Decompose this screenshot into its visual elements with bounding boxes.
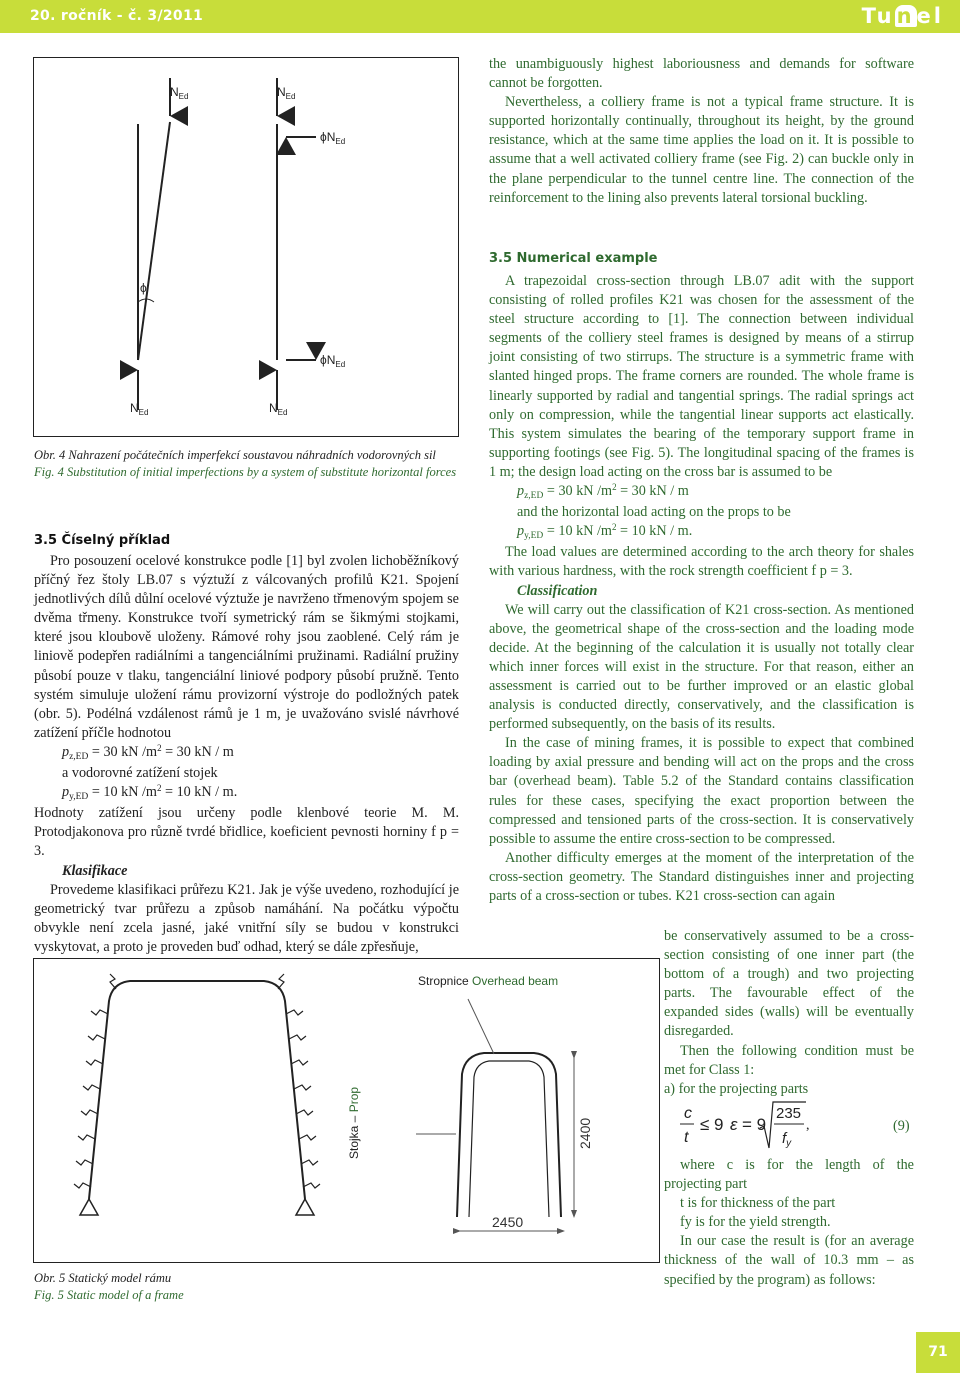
ned-sub: Ed — [285, 92, 296, 101]
paragraph: Pro posouzení ocelové konstrukce podle [1] byl zvolen lichoběžníkový příčný řez štoly LB.07 s výztuží z válcovaných profilů K21. Spojení jednotlivých dílů důlní ocelové výztuže je navrženo třmenovým spojem se dvěma třmeny. Konstrukce tvoří symetrický rám se šikmými stojkami, které jsou kloubově uloženy. Rámové rohy jsou zaoblené. Celý rám je liniově podepřen radiálními a tangenciálními pružinami. Radiální pružiny působí pouze v tlaku, tangenciální liniové podpory působí pružně. Tento systém simuluje uložení rámu provizorní výstroje do podložných patek (obr. 5). Podélná vzdálenost rámů je 1 m, je uvažováno svislé návrhové zatížení příčle hodnotou — [34, 553, 459, 741]
eq-t: t — [684, 1129, 689, 1146]
page-number: 71 — [916, 1332, 960, 1373]
fig4-left-member-inclined — [138, 122, 170, 360]
phined-text: ϕN — [320, 353, 336, 367]
formula-sub: z,ED — [524, 491, 544, 502]
paragraph: In our case the result is (for an average thickness of the wall of 10.3 mm – as specified by the program) as follows: — [664, 1233, 914, 1288]
ned-sub: Ed — [178, 92, 189, 101]
left-column-text — [34, 552, 459, 957]
right-column-narrow — [664, 927, 914, 1099]
section-heading-cz: 3.5 Číselný příklad — [34, 533, 171, 548]
prop-label-cz: Stojka – — [347, 1115, 361, 1159]
formula-text: = 10 kN / m. — [161, 784, 238, 801]
radial-springs-left — [74, 1010, 108, 1188]
static-model-frame — [74, 974, 320, 1215]
formula-var: p — [62, 784, 70, 801]
fig4-diagram — [34, 58, 458, 436]
fig5-caption-en: Fig. 5 Static model of a frame — [34, 1287, 184, 1302]
formula-text: = 30 kN / m — [616, 483, 689, 500]
hinge-support-right — [296, 1199, 314, 1215]
beam-label-en: Overhead beam — [472, 974, 559, 988]
fig4-caption-en: Fig. 4 Substitution of initial imperfections by a system of substitute horizontal forces — [34, 464, 457, 479]
figure-5 — [33, 958, 660, 1263]
fig5-diagram — [34, 959, 659, 1262]
ned-n: N — [269, 401, 278, 415]
formula-pz — [489, 482, 914, 503]
ned-n: N — [277, 85, 286, 99]
classification-heading: Classification — [517, 582, 598, 599]
logo-part-m: n — [896, 4, 915, 28]
formula-text: = 30 kN /m — [88, 743, 158, 760]
eq-eps: ε — [730, 1115, 738, 1134]
phined-sub: Ed — [335, 137, 346, 146]
formula-sup: 2 — [612, 482, 617, 493]
fig4-phined-top — [320, 130, 345, 146]
paragraph: t is for thickness of the part — [680, 1195, 836, 1212]
section-heading-en: 3.5 Numerical example — [489, 251, 658, 266]
formula-sup: 2 — [157, 742, 162, 753]
formula-sub: y,ED — [69, 792, 89, 803]
formula-text: = 10 kN / m. — [616, 523, 693, 540]
paragraph: In the case of mining frames, it is possible to expect that combined loading by axial pressure and bending will act on the props and the cross bar (overhead beam). Table 5.2 of the Standard contains classification rules for these cases, specifying the exact proportion between the compressed and tensioned parts of the cross-section. It is conservatively possible to assume the entire cross-section to be compressed. — [489, 735, 914, 847]
formula-sup: 2 — [156, 783, 162, 794]
formula-py-cz — [34, 783, 459, 804]
fig5-caption-cz: Obr. 5 Statický model rámu — [34, 1271, 172, 1285]
geometry-frame — [347, 974, 593, 1231]
formula-var: p — [517, 483, 525, 500]
formula-sup: 2 — [611, 522, 617, 533]
paragraph: Provedeme klasifikaci průřezu K21. Jak je výše uvedeno, rozhodující je geometrický tvar průřezu a způsob namáhání. Na počátku výpočtu obvykle není zcela jasné, jaké vnitřní síly se budou v konstrukci vyskytovat, a proto je proveden buď odhad, který se dále zpřesňuje, — [34, 881, 459, 955]
fig4-ned-bottom-right — [269, 401, 287, 417]
dim-height: 2400 — [577, 1117, 593, 1149]
equation-number: (9) — [893, 1118, 910, 1134]
beam-label — [418, 974, 558, 988]
formula-text: = 30 kN /m — [543, 483, 613, 500]
issue-label: 20. ročník - č. 3/2011 — [30, 8, 204, 24]
paragraph: be conservatively assumed to be a cross-section consisting of one inner part (the bottom of a trough) and two projecting parts. The favourable effect of the expanded sides (walls) will be eventually disregarded. — [664, 928, 914, 1040]
paragraph: the unambiguously highest laboriousness and demands for software cannot be forgotten. — [489, 56, 914, 92]
eq-235: 235 — [776, 1105, 802, 1122]
fig4-caption — [34, 447, 459, 480]
frame-outline — [89, 981, 305, 1199]
eq-fy: $f_y$ — [782, 1130, 792, 1149]
right-column-main — [489, 272, 914, 906]
eq-c: c — [684, 1105, 692, 1122]
fig4-phi-label: ϕ — [140, 281, 147, 295]
klasifikace-heading: Klasifikace — [62, 862, 128, 879]
radial-springs-right — [286, 1010, 320, 1188]
paragraph: The load values are determined according to the arch theory for shales with various hardness, with the rock strength coefficient f p = 3. — [489, 544, 914, 580]
paragraph: Then the following condition must be met for Class 1: — [664, 1042, 914, 1078]
frame-shape-inner — [469, 1061, 549, 1217]
eq-eq: = 9 — [742, 1115, 767, 1134]
paragraph: Hodnoty zatížení jsou určeny podle klenbové teorie M. M. Protodjakonova pro různě tvrdé břidlice, koeficient pevnosti horniny f p = 3. — [34, 805, 459, 860]
phined-text: ϕN — [320, 130, 336, 144]
ned-n: N — [170, 85, 179, 99]
prop-label-en: Prop — [347, 1086, 361, 1113]
eq-comma: , — [806, 1118, 810, 1133]
dim-width: 2450 — [492, 1214, 524, 1230]
fig4-ned-bottom-left — [130, 401, 148, 417]
paragraph: where c is for the length of the projecting part — [664, 1157, 914, 1193]
formula-text: = 10 kN /m — [543, 523, 612, 540]
paragraph: A trapezoidal cross-section through LB.07 adit with the support consisting of rolled profiles K21 was chosen for the assessment of the steel structure according to [1]. The connection between individual segments of the colliery steel frames is designed by means of a stirrup joint consisting of two stirrups. The structure is a symmetric frame with slanted hinged props. The frame corners are rounded. The whole frame is linearly supported by radial and tangential springs. The radial springs act only on compression, while the tangential linear supports act elastically. This system simulates the bearing of the temporary support frame in supporting footings (see Fig. 5). The longitudinal spacing of the frames is 1 m; the design load acting on the cross bar is assumed to be — [489, 273, 914, 480]
figure-4 — [33, 57, 459, 437]
formula-text: = 30 kN / m — [161, 743, 234, 760]
ned-sub: Ed — [138, 408, 149, 417]
page-header — [0, 0, 960, 33]
phined-sub: Ed — [335, 360, 346, 369]
beam-leader-line — [468, 999, 494, 1054]
paragraph: a vodorovné zatížení stojek — [62, 765, 218, 782]
logo-part-end: el — [916, 4, 944, 28]
eq-le: ≤ 9 — [700, 1115, 724, 1134]
ned-n: N — [130, 401, 139, 415]
equation-9 — [676, 1098, 816, 1154]
fig4-phined-bottom — [320, 353, 345, 369]
paragraph: a) for the projecting parts — [664, 1080, 809, 1097]
paragraph: We will carry out the classification of K21 cross-section. As mentioned above, the geometrical shape of the cross-section and the loading mode decide. At the beginning of the calculation it is usually not totally clear which inner forces will exist in the structure. For that reason, either an assessment is carried out to be further improved or an elastic global analysis is conducted directly, conservatively, and the classification is performed subsequently, on the basis of its results. — [489, 601, 914, 733]
hinge-support-left — [80, 1199, 98, 1215]
paragraph: Another difficulty emerges at the moment of the interpretation of the cross-section geometry. The Standard distinguishes inner and projecting parts of a cross-section or tubes. K21 cross-section can again — [489, 849, 914, 904]
formula-text: = 10 kN /m — [88, 784, 157, 801]
logo-part: Tu — [861, 4, 895, 28]
ned-sub: Ed — [277, 408, 288, 417]
tunel-logo — [862, 4, 944, 28]
fig4-caption-cz: Obr. 4 Nahrazení počátečních imperfekcí soustavou náhradních vodorovných sil — [34, 448, 436, 462]
beam-label-cz: Stropnice — [418, 974, 469, 988]
prop-label — [347, 1087, 361, 1159]
formula-pz-cz — [34, 743, 459, 764]
paragraph: and the horizontal load acting on the props to be — [517, 504, 791, 521]
paragraph: Nevertheless, a colliery frame is not a typical frame structure. It is supported horizontally continually, throughout its height, by the ground resistance, which at the same time applies the load on it. It is possible to assume that a well activated colliery frame (see Fig. 2) can buckle only in the plane perpendicular to the tunnel centre line. The connection of the reinforcement to the lining also prevents lateral torsional buckling. — [489, 94, 914, 206]
right-column-bottom — [664, 1156, 914, 1290]
fig4-ned-top-left — [170, 85, 188, 101]
right-column-top — [489, 55, 914, 208]
fig4-ned-top-right — [277, 85, 295, 101]
formula-sub: z,ED — [69, 751, 89, 762]
formula-var: p — [62, 743, 70, 760]
formula-py — [489, 522, 914, 543]
fig5-caption — [34, 1270, 334, 1303]
paragraph: fy is for the yield strength. — [680, 1214, 831, 1231]
formula-sub: y,ED — [524, 531, 544, 542]
frame-shape — [457, 1053, 561, 1217]
formula-var: p — [517, 523, 525, 540]
